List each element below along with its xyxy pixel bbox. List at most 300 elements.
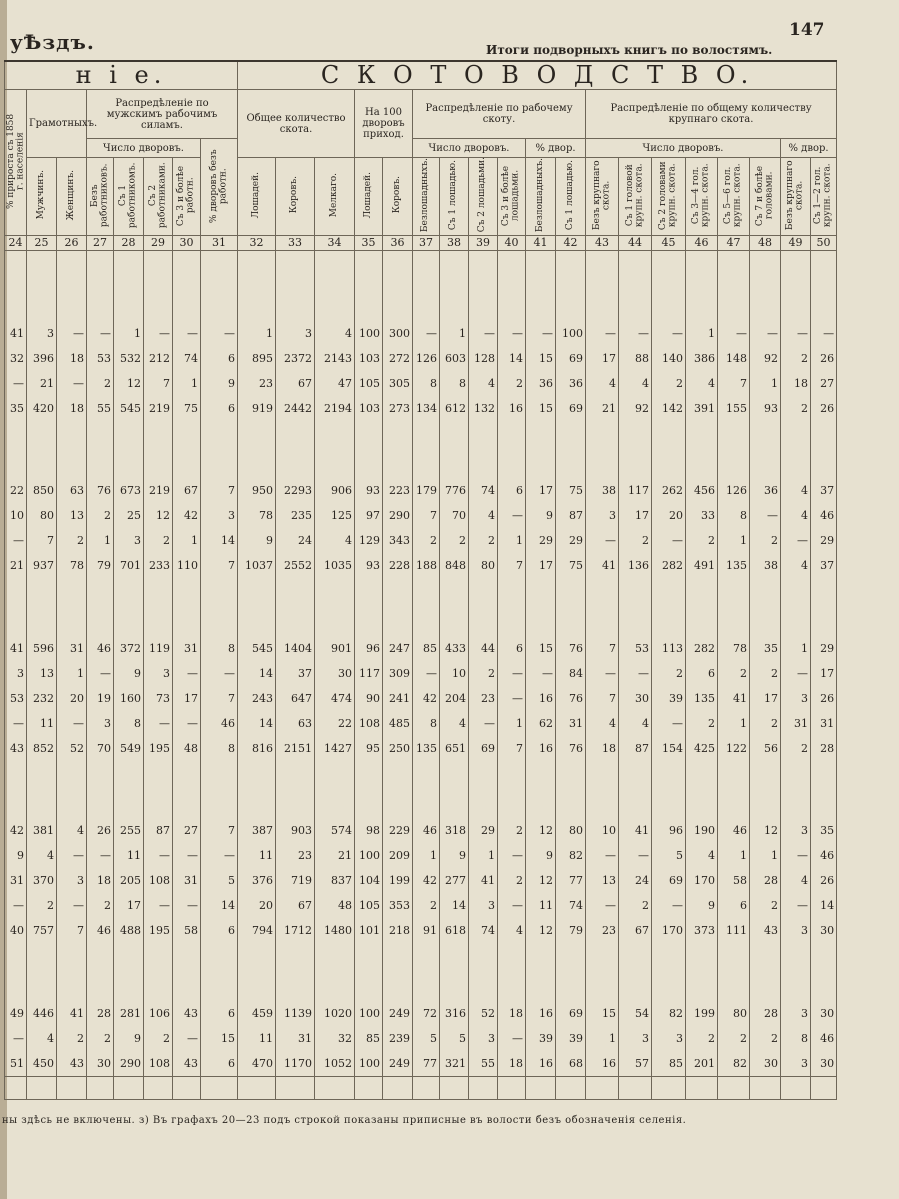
table-cell: 2442: [276, 396, 315, 421]
table-cell: 8: [440, 371, 469, 396]
table-cell: —: [652, 321, 686, 346]
table-cell: 603: [440, 346, 469, 371]
table-cell: 1170: [276, 1051, 315, 1077]
table-cell: 69: [556, 1001, 586, 1026]
page-header-title: Итоги подворныхъ книгъ по волостямъ.: [486, 43, 773, 57]
col-header-34: Мелкаго.: [315, 158, 355, 236]
table-cell: 100: [355, 1051, 383, 1077]
table-cell: 44: [469, 636, 498, 661]
table-cell: 20: [652, 503, 686, 528]
table-cell: 4: [27, 1026, 57, 1051]
table-cell: 30: [811, 1051, 837, 1077]
table-cell: —: [619, 321, 652, 346]
table-cell: 7: [413, 503, 440, 528]
table-cell: 36: [750, 478, 781, 503]
table-cell: 8: [201, 636, 238, 661]
table-cell: 2: [469, 661, 498, 686]
table-row: [5, 868, 837, 893]
table-cell: 31: [781, 711, 811, 736]
table-cell: 41: [469, 868, 498, 893]
table-cell: 3: [586, 503, 619, 528]
table-cell: 2143: [315, 346, 355, 371]
table-cell: 373: [686, 918, 718, 943]
table-row: [5, 711, 837, 736]
table-cell: 31: [556, 711, 586, 736]
table-cell: 54: [619, 1001, 652, 1026]
table-cell: 20: [57, 686, 87, 711]
table-cell: 262: [652, 478, 686, 503]
table-cell: 223: [383, 478, 413, 503]
table-cell: 46: [811, 843, 837, 868]
table-cell: 46: [413, 818, 440, 843]
table-cell: 1427: [315, 736, 355, 761]
table-cell: 425: [686, 736, 718, 761]
col-header-41: Безлошадныхъ.: [526, 158, 556, 236]
table-cell: 6: [498, 636, 526, 661]
table-cell: 68: [556, 1051, 586, 1077]
table-cell: 3: [469, 1026, 498, 1051]
table-cell: 23: [469, 686, 498, 711]
table-cell: 136: [619, 553, 652, 578]
table-bottom-filler: [5, 1077, 837, 1100]
table-cell: 41: [57, 1001, 87, 1026]
table-cell: 9: [5, 843, 27, 868]
table-cell: 46: [811, 503, 837, 528]
table-cell: 77: [413, 1051, 440, 1077]
group-spacer: [5, 943, 837, 1001]
table-cell: 37: [276, 661, 315, 686]
table-cell: 8: [781, 1026, 811, 1051]
col-header-25: Мужчинъ.: [27, 158, 57, 236]
table-cell: 75: [173, 396, 201, 421]
table-cell: 32: [315, 1026, 355, 1051]
table-cell: 1020: [315, 1001, 355, 1026]
table-cell: 209: [383, 843, 413, 868]
table-cell: —: [469, 321, 498, 346]
table-cell: 135: [686, 686, 718, 711]
table-cell: 134: [413, 396, 440, 421]
labor-group: Распредѣленіе по мужскимъ рабочимъ силамъ.: [87, 90, 238, 139]
table-cell: 376: [238, 868, 276, 893]
footnote: ны здѣсь не включены. з) Въ графахъ 20—23 подъ строкой показаны приписные въ волости безъ обозначенія селенія.: [2, 1115, 687, 1126]
table-cell: 39: [556, 1026, 586, 1051]
table-row: [5, 1051, 837, 1077]
table-cell: 126: [413, 346, 440, 371]
table-cell: 2: [750, 528, 781, 553]
table-row: [5, 661, 837, 686]
table-cell: 97: [355, 503, 383, 528]
table-cell: 31: [811, 711, 837, 736]
table-cell: 232: [27, 686, 57, 711]
bigstock-count-subgroup: Число дворовъ.: [586, 139, 781, 158]
table-cell: 90: [355, 686, 383, 711]
table-cell: 651: [440, 736, 469, 761]
table-cell: 9: [686, 893, 718, 918]
table-cell: 113: [652, 636, 686, 661]
table-cell: 8: [201, 736, 238, 761]
table-cell: 39: [526, 1026, 556, 1051]
table-row: [5, 636, 837, 661]
table-cell: 57: [619, 1051, 652, 1077]
table-cell: —: [144, 711, 173, 736]
column-number: 47: [718, 236, 750, 251]
table-cell: 12: [526, 868, 556, 893]
table-cell: 305: [383, 371, 413, 396]
table-cell: 80: [556, 818, 586, 843]
table-cell: 28: [811, 736, 837, 761]
table-cell: —: [57, 843, 87, 868]
table-cell: 1052: [315, 1051, 355, 1077]
table-cell: 4: [619, 371, 652, 396]
table-cell: 108: [144, 1051, 173, 1077]
table-cell: 233: [144, 553, 173, 578]
col-header-49: Безъ крупнаго скота.: [781, 158, 811, 236]
table-cell: 9: [526, 843, 556, 868]
table-cell: 282: [686, 636, 718, 661]
per100-group: На 100 дворовъ приход.: [355, 90, 413, 158]
table-cell: —: [201, 321, 238, 346]
table-cell: 79: [556, 918, 586, 943]
column-number: 49: [781, 236, 811, 251]
table-cell: 18: [781, 371, 811, 396]
table-cell: 41: [5, 321, 27, 346]
table-cell: 17: [526, 553, 556, 578]
table-cell: 901: [315, 636, 355, 661]
table-cell: 2: [498, 868, 526, 893]
table-cell: —: [87, 661, 114, 686]
table-cell: —: [586, 661, 619, 686]
table-cell: 67: [173, 478, 201, 503]
table-cell: 26: [811, 868, 837, 893]
table-cell: 74: [469, 918, 498, 943]
table-cell: 32: [5, 346, 27, 371]
table-cell: 16: [526, 686, 556, 711]
table-cell: 87: [556, 503, 586, 528]
table-cell: 75: [556, 553, 586, 578]
table-cell: 247: [383, 636, 413, 661]
table-cell: 31: [173, 868, 201, 893]
table-cell: 532: [114, 346, 144, 371]
table-body: [5, 251, 837, 1100]
table-cell: —: [5, 528, 27, 553]
table-cell: 396: [27, 346, 57, 371]
table-row: [5, 843, 837, 868]
table-cell: 837: [315, 868, 355, 893]
table-cell: 201: [686, 1051, 718, 1077]
table-cell: 2: [498, 818, 526, 843]
table-cell: 16: [498, 396, 526, 421]
table-cell: 160: [114, 686, 144, 711]
table-cell: 98: [355, 818, 383, 843]
table-cell: 937: [27, 553, 57, 578]
table-cell: 491: [686, 553, 718, 578]
table-cell: 2: [781, 346, 811, 371]
table-cell: 249: [383, 1001, 413, 1026]
table-cell: 56: [750, 736, 781, 761]
table-cell: 47: [315, 371, 355, 396]
table-cell: 10: [5, 503, 27, 528]
table-cell: 108: [144, 868, 173, 893]
table-cell: 24: [276, 528, 315, 553]
table-cell: 1139: [276, 1001, 315, 1026]
table-cell: —: [57, 893, 87, 918]
table-cell: 618: [440, 918, 469, 943]
table-cell: 9: [114, 1026, 144, 1051]
table-cell: 69: [469, 736, 498, 761]
table-row: [5, 736, 837, 761]
table-cell: 28: [87, 1001, 114, 1026]
table-cell: —: [144, 843, 173, 868]
page-number: 147: [789, 20, 825, 40]
workstock-count-subgroup: Число дворовъ.: [413, 139, 526, 158]
table-cell: 14: [811, 893, 837, 918]
table-cell: 101: [355, 918, 383, 943]
table-cell: 30: [619, 686, 652, 711]
table-cell: 92: [750, 346, 781, 371]
table-cell: 2: [718, 661, 750, 686]
table-cell: 80: [718, 1001, 750, 1026]
table-cell: 26: [87, 818, 114, 843]
table-cell: 4: [57, 818, 87, 843]
table-cell: 84: [556, 661, 586, 686]
table-cell: 9: [526, 503, 556, 528]
table-cell: 31: [173, 636, 201, 661]
table-cell: 3: [781, 818, 811, 843]
table-cell: 74: [556, 893, 586, 918]
col-header-32: Лошадей.: [238, 158, 276, 236]
table-cell: 18: [57, 396, 87, 421]
table-cell: 816: [238, 736, 276, 761]
table-cell: 82: [556, 843, 586, 868]
table-cell: 7: [586, 636, 619, 661]
column-number: 43: [586, 236, 619, 251]
table-cell: 5: [652, 843, 686, 868]
table-cell: —: [781, 321, 811, 346]
table-cell: 2: [440, 528, 469, 553]
table-cell: 15: [526, 636, 556, 661]
table-cell: 4: [781, 503, 811, 528]
table-cell: 1: [750, 371, 781, 396]
table-cell: 10: [440, 661, 469, 686]
table-cell: 35: [5, 396, 27, 421]
table-cell: 73: [144, 686, 173, 711]
table-cell: 7: [201, 478, 238, 503]
table-cell: 52: [469, 1001, 498, 1026]
table-cell: 7: [201, 686, 238, 711]
table-cell: 4: [781, 478, 811, 503]
col-header-42: Съ 1 лошадью.: [556, 158, 586, 236]
table-cell: —: [526, 321, 556, 346]
table-cell: 41: [619, 818, 652, 843]
table-cell: —: [173, 321, 201, 346]
table-cell: 673: [114, 478, 144, 503]
col-header-39: Съ 2 лошадьми.: [469, 158, 498, 236]
table-cell: —: [144, 893, 173, 918]
column-number: 36: [383, 236, 413, 251]
column-number: 42: [556, 236, 586, 251]
table-cell: 7: [498, 553, 526, 578]
table-cell: 15: [586, 1001, 619, 1026]
column-number: 39: [469, 236, 498, 251]
table-cell: 53: [87, 346, 114, 371]
table-cell: 3: [276, 321, 315, 346]
table-cell: 7: [201, 818, 238, 843]
col-header-38: Съ 1 лошадью.: [440, 158, 469, 236]
table-cell: 18: [87, 868, 114, 893]
table-cell: 219: [144, 478, 173, 503]
table-cell: 1: [686, 321, 718, 346]
table-cell: 4: [586, 711, 619, 736]
table-row: [5, 1026, 837, 1051]
table-cell: —: [5, 1026, 27, 1051]
table-cell: —: [5, 893, 27, 918]
table-cell: 2: [413, 893, 440, 918]
table-cell: 126: [718, 478, 750, 503]
table-cell: 188: [413, 553, 440, 578]
table-cell: 757: [27, 918, 57, 943]
table-cell: 117: [619, 478, 652, 503]
table-cell: 2: [686, 528, 718, 553]
table-cell: 179: [413, 478, 440, 503]
table-cell: 31: [57, 636, 87, 661]
table-cell: 23: [586, 918, 619, 943]
table-cell: 7: [586, 686, 619, 711]
table-cell: 290: [383, 503, 413, 528]
table-cell: 204: [440, 686, 469, 711]
table-cell: 776: [440, 478, 469, 503]
col-header-40: Съ 3 и болѣе лошадьми.: [498, 158, 526, 236]
table-cell: —: [201, 843, 238, 868]
table-row: [5, 396, 837, 421]
table-cell: 122: [718, 736, 750, 761]
table-cell: 3: [27, 321, 57, 346]
col-header-26: Женщинъ.: [57, 158, 87, 236]
column-number: 46: [686, 236, 718, 251]
table-cell: 11: [114, 843, 144, 868]
table-cell: 456: [686, 478, 718, 503]
table-cell: 2: [413, 528, 440, 553]
table-cell: 49: [5, 1001, 27, 1026]
table-cell: 18: [586, 736, 619, 761]
table-cell: —: [498, 661, 526, 686]
table-cell: 43: [5, 736, 27, 761]
subgroup-header-row: [5, 139, 837, 158]
table-cell: 27: [173, 818, 201, 843]
table-cell: —: [498, 893, 526, 918]
table-cell: 111: [718, 918, 750, 943]
table-cell: 105: [355, 371, 383, 396]
table-cell: 26: [811, 396, 837, 421]
table-cell: 433: [440, 636, 469, 661]
table-cell: —: [413, 321, 440, 346]
table-cell: 77: [556, 868, 586, 893]
table-cell: 381: [27, 818, 57, 843]
table-cell: 7: [144, 371, 173, 396]
table-cell: —: [586, 893, 619, 918]
table-cell: 96: [355, 636, 383, 661]
table-cell: 2: [750, 893, 781, 918]
table-cell: 100: [355, 843, 383, 868]
table-cell: 128: [469, 346, 498, 371]
table-cell: 549: [114, 736, 144, 761]
table-cell: 6: [201, 1001, 238, 1026]
table-cell: 72: [413, 1001, 440, 1026]
table-cell: 43: [173, 1001, 201, 1026]
table-cell: 55: [469, 1051, 498, 1077]
table-row: [5, 1001, 837, 1026]
page-header-left: уѢздъ.: [10, 30, 95, 54]
table-cell: 1: [750, 843, 781, 868]
table-cell: 21: [586, 396, 619, 421]
table-cell: 24: [619, 868, 652, 893]
table-cell: 229: [383, 818, 413, 843]
table-cell: 195: [144, 918, 173, 943]
table-cell: 12: [114, 371, 144, 396]
table-cell: 2: [718, 1026, 750, 1051]
table-cell: —: [201, 661, 238, 686]
column-number: 37: [413, 236, 440, 251]
table-cell: 30: [315, 661, 355, 686]
table-cell: 42: [413, 686, 440, 711]
table-cell: 26: [811, 686, 837, 711]
table-cell: 3: [114, 528, 144, 553]
table-cell: 40: [5, 918, 27, 943]
table-cell: 18: [498, 1001, 526, 1026]
col-header-28: Съ 1 работникомъ.: [114, 158, 144, 236]
table-cell: 7: [201, 553, 238, 578]
table-cell: —: [619, 843, 652, 868]
table-cell: 93: [355, 478, 383, 503]
cattle-total-group: Общее количество скота.: [238, 90, 355, 158]
table-cell: 3: [781, 686, 811, 711]
table-cell: 12: [144, 503, 173, 528]
table-cell: 8: [413, 371, 440, 396]
column-header-row: [5, 158, 837, 236]
table-cell: 87: [144, 818, 173, 843]
table-cell: 26: [811, 346, 837, 371]
table-cell: 4: [781, 868, 811, 893]
col-header-47: Съ 5—6 гол. крупн. скота.: [718, 158, 750, 236]
table-cell: 2: [57, 1026, 87, 1051]
table-cell: 1: [718, 528, 750, 553]
table-cell: 119: [144, 636, 173, 661]
table-cell: 2: [750, 711, 781, 736]
table-cell: 38: [750, 553, 781, 578]
col-header-43: Безъ крупнаго скота.: [586, 158, 619, 236]
table-cell: 9: [201, 371, 238, 396]
table-cell: 11: [238, 1026, 276, 1051]
table-cell: 1: [440, 321, 469, 346]
col-header-27: Безъ работниковъ.: [87, 158, 114, 236]
column-number: 32: [238, 236, 276, 251]
table-cell: —: [498, 843, 526, 868]
table-cell: 545: [238, 636, 276, 661]
table-cell: 2552: [276, 553, 315, 578]
table-cell: 35: [811, 818, 837, 843]
table-cell: 78: [57, 553, 87, 578]
table-cell: 3: [781, 918, 811, 943]
table-cell: 5: [413, 1026, 440, 1051]
table-cell: 250: [383, 736, 413, 761]
table-cell: 7: [57, 918, 87, 943]
table-cell: —: [173, 661, 201, 686]
table-cell: 28: [750, 1001, 781, 1026]
table-cell: 6: [201, 1051, 238, 1077]
table-cell: 199: [383, 868, 413, 893]
table-cell: 85: [652, 1051, 686, 1077]
table-cell: 2: [781, 396, 811, 421]
table-cell: 43: [173, 1051, 201, 1077]
